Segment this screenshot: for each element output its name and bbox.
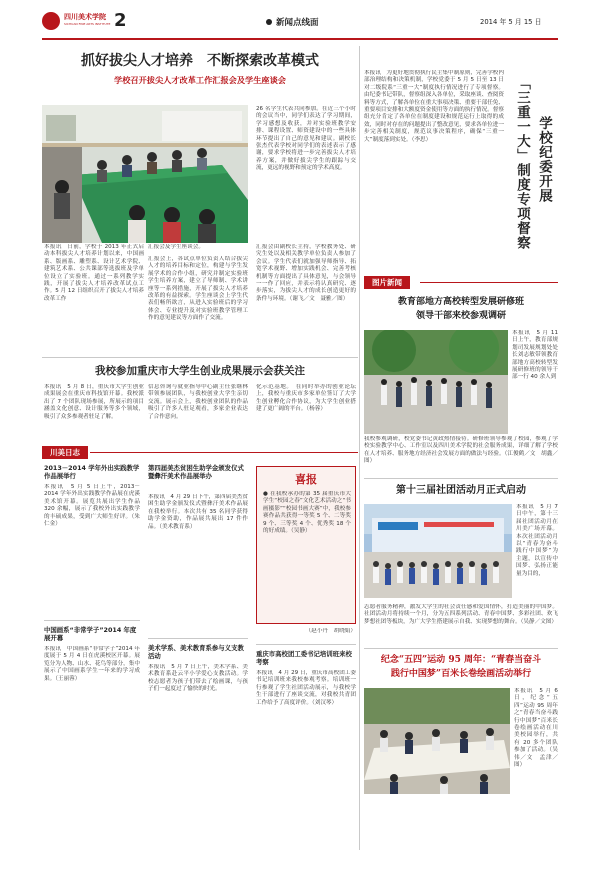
visit-text-side: 本报讯 5 月 11 日上午，教育部规划司发展规划处处长刘志敏带领教育部地方高校转型发展研修班的领导干部一行 40 余人到 (512, 330, 558, 381)
meeting-room-image (42, 105, 248, 243)
cm-a1-text: 本报讯 5 月 5 日上午，2013－2014 学年外出实践教学作品展在虎溪美术馆开幕。展览共展出学生作品 320 余幅，展示了我校外出实践教学的丰硕成果，受到广大师生好评。（朱仁金） (44, 484, 140, 528)
lead-subtitle: 学校召开拔尖人才改革工作汇报会及学生座谈会 (114, 75, 286, 85)
divider-h-cm-a (44, 620, 140, 621)
divider-h-cm-c (256, 644, 356, 645)
supervision-vtitle-right: 学校纪委开展 (536, 116, 552, 203)
cm-b1-text: 本报讯 4 月 29 日下午，第四届美杰贫困生助学金颁发仪式暨彝汗美术作品展在我校举行。本次共有 35 名同学获得助学金资助，作品展共展出 17 件作品。（美术教育系） (148, 494, 248, 530)
supervision-vtitle-left: 「三重一大」制度专项督察 (514, 76, 530, 250)
scroll-photo (364, 688, 510, 794)
cm-c-title: 重庆市高校团工委书记培训班来校考察 (256, 650, 352, 667)
scroll-title2: 践行中国梦”百米长卷绘画活动举行 (390, 669, 532, 679)
club-text-bottom: 志愿者服务精神，激发大学生的社会责任感和爱国情怀，打造美丽的中国梦。社团活动月将持续一个月，分为五四系列活动、青春中国梦、多彩社团、欢飞梦想社团等板块，为广大学生搭建展示自我、实现梦想的舞台。（吴静／文图） (364, 604, 558, 625)
cm-a2-text: 本报讯 中国画系“非常学子”2014 年度展于 5 月 4 日在虎溪校区开幕。展览分为人物、山水、花鸟等部分，集中展示了中国画系学生一年来的学习成果。（王丽蓉） (44, 646, 140, 682)
divider-h-r1 (364, 478, 558, 479)
scroll-title1: 纪念“五四”运动 95 周年：“青春当奋斗 (380, 655, 542, 665)
cm-log-rule (90, 452, 358, 453)
photo-news-title2: 领导干部来校参观调研 (415, 311, 506, 321)
issue-date: 2014 年 5 月 15 日 (480, 18, 542, 26)
divider-h-cq (42, 357, 358, 358)
club-text-side: 本报讯 5 月 7 日中午，第十三届社团活动月在川美广场开幕。本次社团活动月以“青春为奋斗践行中国梦”为主题，以宣传中国梦、弘扬正能量为目的， (516, 504, 558, 577)
club-title: 第十三届社团活动月正式启动 (396, 485, 526, 496)
page-number: 2 (114, 10, 127, 31)
divider-h-cm-b (148, 638, 248, 639)
scroll-text: 本报讯 5 月 6 日，纪念“五四”运动 95 周年之“青春当奋斗践行中国梦”百米长卷绘画活动在川美校园举行，共有 20 多个团队参加了活动。（吴伟／文 孟津／图） (514, 688, 558, 769)
logo-emblem-icon (42, 12, 60, 30)
divider-vertical-bottom (359, 270, 360, 850)
xibao-text: ● 在我校承办的第 35 届重庆市大学生“校园之春”文化艺术活动之“书画摄影”“校园书画大赛”中，我校参赛作品共获得一等奖 5 个、二等奖 9 个、三等奖 4 个、优秀奖 18 个的好成绩。（吴静） (263, 491, 351, 535)
xibao-box (256, 466, 356, 624)
section-name: 新闻点线面 (276, 18, 319, 28)
logo-cn: 四川美术学院 (64, 13, 106, 21)
divider-h-r2 (364, 648, 558, 649)
lead-col4: 汇报会由副校长主持，学校教务处、研究生处以及相关教学单位负责人参加了会议。学生代表们就加强导师指导、拓宽学术视野、增加实践机会、完善考核机制等方面提出了具体意见，与会领导一一作了回应，并表示将认真研究、逐步落实，为拔尖人才的成长创造更好的条件与环境。（谢飞／文 聂雅／图） (256, 244, 356, 302)
cm-a1-title: 2013－2014 学年外出实践教学作品展举行 (44, 464, 140, 481)
cm-b1-title: 第四届美杰贫困生助学金颁发仪式暨彝汗美术作品展举办 (148, 464, 244, 481)
photo-news-title1: 教育部地方高校转型发展研修班 (397, 297, 524, 307)
cm-b2-title: 美术学系、美术教育系参与义支教活动 (148, 644, 244, 661)
campus-visit-image (364, 330, 508, 434)
lead-caption: 汇报会及学生座谈会。 (148, 244, 204, 250)
painting-event-image (364, 688, 510, 794)
cq-col3: 化示范基地。 在同时举办的创业论坛上，我校与重庆市多家单位签订了大学生创业孵化合作协议，为大学生创业搭建了更广阔的平台。（杨蓉） (256, 384, 356, 413)
cq-title: 我校参加重庆市大学生创业成果展示会获关注 (95, 365, 305, 377)
visit-photo (364, 330, 508, 434)
cm-a2-title: 中国画系“非常学子”2014 年度展开幕 (44, 626, 137, 643)
cq-col1: 本报讯 5 月 8 日，重庆市大学生创业成果展会在重庆市科技馆开幕。我校派出了 7 个团队现场参展，所展示的项目涵盖文化创意、设计服务等多个领域，吸引了众多参观者驻足了解。 (44, 384, 144, 420)
cm-log-tag: 川美日志 (42, 446, 88, 459)
lead-title: 抓好拔尖人才培养 不断探索改革模式 (81, 53, 319, 69)
supervision-text: 本报讯 为更好地贯彻执行民主集中制原则，完善学校内部治理结构和决策机制，学校党委于 5 月 5 日至 13 日对二级院系“三重一大”制度执行情况进行了专项督察。由纪委书记带队，督察组深入各单位，采取座谈、查阅资料等方式，了解各单位在重大事项决策、重要干部任免、重要项目安排和大额度资金使用等方面的执行情况。督察组充分肯定了各单位在制度建设和规范运行上取得的成效，同时对存在的问题提出了整改意见，要求各单位进一步完善相关制度，规范议事决策程序，确保“三重一大”制度落到实处。（李思） (364, 70, 504, 143)
visit-text-bottom: 我校参观调研，校党委书记黄政热情接待。研修班领导参观了校园，参观了学校实验教学中心、工作室以及四川美术学院的社会服务成果，详细了解了学校在人才培养、服务地方经济社会发展方面的做法与经验。（江俊鹤／文 胡鑫／图） (364, 436, 558, 465)
xibao-title: 喜报 (295, 473, 317, 486)
cm-c-text: 本报讯 4 月 29 日，重庆市高校团工委书记培训班来我校参观考察。培训班一行参观了学生社团活动展示，与我校学生干部进行了座谈交流，对我校共青团工作给予了高度评价。（刘汉琴） (256, 670, 356, 706)
cm-b2-text: 本报讯 5 月 7 日上午，美术学系、美术教育系赴云平小学爱心支教活动。学校志愿者为孩子们带去了绘画课，与孩子们一起度过了愉快的时光。 (148, 664, 248, 693)
section-marker-icon (266, 19, 272, 25)
lead-col1: 本报讯 日前，学校于 2013 年正式启动本科拔尖人才培养计划以来，中国画系、版画系、雕塑系、设计艺术学院、建筑艺术系、公共课部等选拔班及学单位设立了实验班。通过一系列教学实践，开展了拔尖人才培养改革试点工作。5 月 12 日组织召开了拔尖人才培养改革工作 (44, 244, 144, 302)
cq-col2: 信息咨询与就业指导中心副主任张继林带领参展团队，与我校创业大学生亲切交流。展示会上，我校创业团队的作品吸引了许多人驻足观看，多家企业表达了合作意向。 (148, 384, 248, 420)
club-event-image (364, 504, 512, 598)
logo-en: SICHUAN FINE ARTS INSTITUTE (64, 22, 111, 26)
photo-news-tag: 图片新闻 (364, 276, 410, 289)
xibao-footer: （赵小丹 胡晓娟） (305, 628, 356, 634)
photo-news-rule (420, 282, 558, 283)
lead-col3: 26 名学生代表共同参加。在近三个小时的会议当中，同学们表达了学习期间，学习感想及收获，并对实验班教学安排、课程设置、师资建设中的一些具体环节提出了自己的意见和建议。副校长张杰代表学校对同学们的表述表示了感谢，要求学校将进一步完善拔尖人才培养方案，并做好拔尖学生的跟踪与交流，更远的视野和预定的学术高度。 (256, 106, 356, 172)
lead-photo (42, 105, 248, 243)
club-photo (364, 504, 512, 598)
logo (42, 8, 112, 38)
lead-col2: 汇报会上，各试点单位负责人结合拔尖人才的培养目标和定位，构建与学生发展学术的合作小组，研究并制定实验班学生培养方案，建立了导师制、学术讲座等一系列措施，开展了拔尖人才培养改革的有益探索。学生座谈会上学生代表们畅所欲言，从进入实验班后的学习体会、专业提升及对实验班教学管理工作的意见建议等方面作了交流。 (148, 256, 248, 322)
masthead-rule (42, 38, 558, 40)
